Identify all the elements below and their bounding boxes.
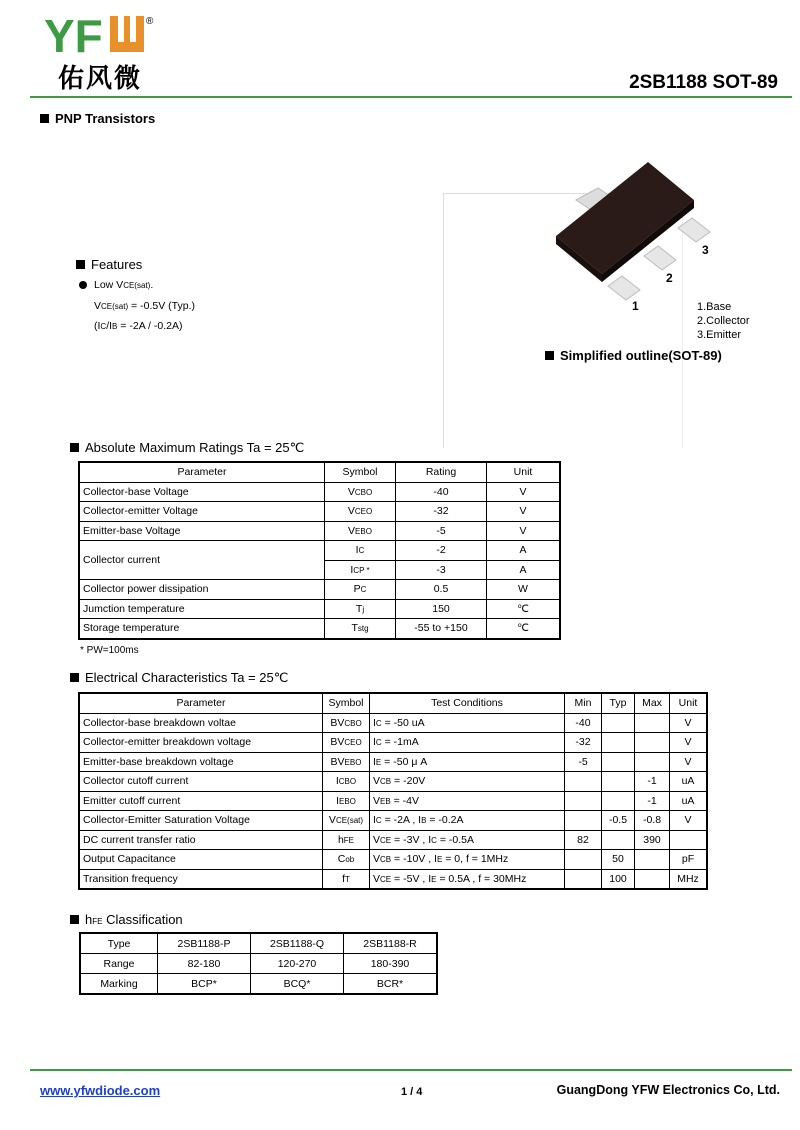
cell-unit: ℃ <box>487 619 561 639</box>
cell-typ <box>602 752 635 772</box>
feature-item-2: VCE(sat) = -0.5V (Typ.) <box>94 300 195 312</box>
abs-max-heading <box>70 440 304 456</box>
cell-unit: V <box>670 811 708 831</box>
header-parameter: Parameter <box>79 693 323 713</box>
cell-max <box>635 752 670 772</box>
cell-min <box>565 791 602 811</box>
electrical-heading <box>70 670 288 686</box>
table-row <box>79 772 707 792</box>
pin-legend-1: 1.Base <box>697 301 732 313</box>
cell-parameter: Emitter-base breakdown voltage <box>79 752 323 772</box>
table-row <box>79 850 707 870</box>
cell-symbol: IC <box>325 541 396 561</box>
package-frame-lower <box>443 424 683 448</box>
cell-symbol: VCE(sat) <box>323 811 370 831</box>
cell-value: 2SB1188-Q <box>251 933 344 954</box>
cell-unit: V <box>670 733 708 753</box>
cell-value: BCP* <box>158 974 251 995</box>
registered-mark: ® <box>146 16 154 27</box>
table-row <box>79 869 707 889</box>
table-row <box>79 599 560 619</box>
cell-typ <box>602 791 635 811</box>
cell-rating: -2 <box>396 541 487 561</box>
cell-rating: -40 <box>396 482 487 502</box>
cell-value: 120-270 <box>251 954 344 974</box>
cell-row-label: Range <box>80 954 158 974</box>
logo-letters-yf: YF <box>44 12 103 58</box>
cell-unit: V <box>670 713 708 733</box>
cell-typ <box>602 830 635 850</box>
cell-min <box>565 772 602 792</box>
header-unit: Unit <box>487 462 561 482</box>
cell-max: 390 <box>635 830 670 850</box>
cell-unit: W <box>487 580 561 600</box>
cell-typ: -0.5 <box>602 811 635 831</box>
cell-parameter: Collector-base breakdown voltae <box>79 713 323 733</box>
cell-typ <box>602 733 635 753</box>
cell-min: -5 <box>565 752 602 772</box>
cell-symbol: VCEO <box>325 502 396 522</box>
cell-unit <box>670 830 708 850</box>
cell-min <box>565 869 602 889</box>
cell-symbol: Tstg <box>325 619 396 639</box>
header-min: Min <box>565 693 602 713</box>
cell-rating: 0.5 <box>396 580 487 600</box>
cell-typ <box>602 772 635 792</box>
features-heading-text: Features <box>91 257 143 272</box>
cell-max: -0.8 <box>635 811 670 831</box>
cell-max: -1 <box>635 772 670 792</box>
cell-test-conditions: VEB = -4V <box>370 791 565 811</box>
cell-unit: ℃ <box>487 599 561 619</box>
table-row <box>80 954 437 974</box>
cell-symbol: fT <box>323 869 370 889</box>
cell-symbol: hFE <box>323 830 370 850</box>
cell-symbol: VEBO <box>325 521 396 541</box>
table-row <box>79 619 560 639</box>
cell-unit: uA <box>670 772 708 792</box>
cell-parameter: Collector-emitter breakdown voltage <box>79 733 323 753</box>
cell-parameter: Collector-Emitter Saturation Voltage <box>79 811 323 831</box>
cell-unit: A <box>487 541 561 561</box>
table-row <box>80 974 437 995</box>
cell-symbol: PC <box>325 580 396 600</box>
cell-parameter: Emitter-base Voltage <box>79 521 325 541</box>
cell-symbol: BVCBO <box>323 713 370 733</box>
table-row <box>79 580 560 600</box>
cell-max <box>635 869 670 889</box>
cell-min: -32 <box>565 733 602 753</box>
cell-unit: V <box>487 521 561 541</box>
cell-symbol: ICBO <box>323 772 370 792</box>
logo-w-block <box>110 16 144 52</box>
cell-symbol: BVCEO <box>323 733 370 753</box>
table-row <box>79 713 707 733</box>
cell-unit: pF <box>670 850 708 870</box>
table-row <box>79 482 560 502</box>
cell-symbol: BVEBO <box>323 752 370 772</box>
header-parameter: Parameter <box>79 462 325 482</box>
table-row <box>79 521 560 541</box>
cell-parameter: Collector cutoff current <box>79 772 323 792</box>
pin-3 <box>678 218 710 242</box>
header-rating: Rating <box>396 462 487 482</box>
cell-value: 82-180 <box>158 954 251 974</box>
cell-min <box>565 811 602 831</box>
cell-symbol: IEBO <box>323 791 370 811</box>
cell-parameter: DC current transfer ratio <box>79 830 323 850</box>
hfe-heading: hFE Classification <box>70 912 183 927</box>
cell-symbol: Cob <box>323 850 370 870</box>
cell-parameter: Collector-base Voltage <box>79 482 325 502</box>
cell-max <box>635 733 670 753</box>
header-typ: Typ <box>602 693 635 713</box>
cell-test-conditions: VCE = -3V , IC = -0.5A <box>370 830 565 850</box>
product-category <box>40 111 155 126</box>
hfe-classification-table <box>79 932 438 995</box>
cell-parameter: Collector power dissipation <box>79 580 325 600</box>
table-header-row <box>79 462 560 482</box>
cell-typ <box>602 713 635 733</box>
cell-test-conditions: IE = -50 μ A <box>370 752 565 772</box>
cell-parameter: Output Capacitance <box>79 850 323 870</box>
pin-number-2: 2 <box>666 271 673 285</box>
cell-min <box>565 850 602 870</box>
cell-test-conditions: IC = -50 uA <box>370 713 565 733</box>
cell-value: BCQ* <box>251 974 344 995</box>
cell-value: 180-390 <box>344 954 438 974</box>
website-link[interactable]: www.yfwdiode.com <box>40 1083 161 1098</box>
cell-unit: V <box>670 752 708 772</box>
pin-number-3: 3 <box>702 243 709 257</box>
cell-rating: -3 <box>396 560 487 580</box>
abs-max-heading-text: Absolute Maximum Ratings Ta = 25℃ <box>85 440 305 455</box>
pin-number-1: 1 <box>632 299 639 313</box>
pin-legend-3: 3.Emitter <box>697 329 742 341</box>
table-row <box>79 733 707 753</box>
cell-unit: V <box>487 482 561 502</box>
cell-max: -1 <box>635 791 670 811</box>
sot89-package-illustration <box>548 158 718 318</box>
outline-caption-text: Simplified outline(SOT-89) <box>560 348 722 363</box>
cell-row-label: Marking <box>80 974 158 995</box>
cell-parameter: Jumction temperature <box>79 599 325 619</box>
cell-value: 2SB1188-P <box>158 933 251 954</box>
pin-legend <box>697 300 750 342</box>
company-logo <box>44 12 156 58</box>
cell-row-label: Type <box>80 933 158 954</box>
pin-legend-2: 2.Collector <box>697 315 750 327</box>
table-row <box>79 541 560 561</box>
cell-parameter: Emitter cutoff current <box>79 791 323 811</box>
cell-test-conditions: VCB = -20V <box>370 772 565 792</box>
cell-parameter: Collector-emitter Voltage <box>79 502 325 522</box>
cell-value: 2SB1188-R <box>344 933 438 954</box>
abs-max-table <box>78 461 561 640</box>
cell-parameter: Storage temperature <box>79 619 325 639</box>
electrical-table <box>78 692 708 890</box>
cell-test-conditions: VCB = -10V , IE = 0, f = 1MHz <box>370 850 565 870</box>
table-row <box>79 791 707 811</box>
document-title: 2SB1188 SOT-89 <box>629 72 778 93</box>
cell-max <box>635 713 670 733</box>
company-name: GuangDong YFW Electronics Co, Ltd. <box>556 1083 780 1097</box>
table-row <box>79 811 707 831</box>
footer-divider <box>30 1069 792 1071</box>
pulse-width-note: * PW=100ms <box>80 645 139 656</box>
header-unit: Unit <box>670 693 708 713</box>
features-heading <box>76 257 142 272</box>
cell-unit: uA <box>670 791 708 811</box>
cell-rating: 150 <box>396 599 487 619</box>
table-row <box>79 502 560 522</box>
page-number: 1 / 4 <box>401 1086 423 1098</box>
header-max: Max <box>635 693 670 713</box>
cell-rating: -32 <box>396 502 487 522</box>
header-symbol: Symbol <box>325 462 396 482</box>
cell-min: -40 <box>565 713 602 733</box>
cell-rating: -5 <box>396 521 487 541</box>
cell-rating: -55 to +150 <box>396 619 487 639</box>
cell-value: BCR* <box>344 974 438 995</box>
cell-parameter: Transition frequency <box>79 869 323 889</box>
cell-test-conditions: VCE = -5V , IE = 0.5A , f = 30MHz <box>370 869 565 889</box>
outline-caption <box>545 348 722 363</box>
pin-2 <box>644 246 676 270</box>
cell-typ: 50 <box>602 850 635 870</box>
cell-unit: A <box>487 560 561 580</box>
bullet-icon <box>79 281 87 289</box>
pin-1 <box>608 276 640 300</box>
electrical-heading-text: Electrical Characteristics Ta = 25℃ <box>85 670 289 685</box>
cell-min: 82 <box>565 830 602 850</box>
table-row <box>79 830 707 850</box>
table-row <box>80 933 437 954</box>
cell-symbol: Tj <box>325 599 396 619</box>
table-header-row <box>79 693 707 713</box>
header-test-conditions: Test Conditions <box>370 693 565 713</box>
cell-unit: MHz <box>670 869 708 889</box>
header-divider <box>30 96 792 98</box>
feature-item-3: (IC/IB = -2A / -0.2A) <box>94 320 183 332</box>
logo-chinese-name: 佑风微 <box>58 64 143 94</box>
cell-unit: V <box>487 502 561 522</box>
table-row <box>79 752 707 772</box>
feature-item-1: Low VCE(sat). <box>79 279 153 291</box>
cell-symbol: ICP * <box>325 560 396 580</box>
cell-test-conditions: IC = -2A , IB = -0.2A <box>370 811 565 831</box>
cell-symbol: VCBO <box>325 482 396 502</box>
cell-typ: 100 <box>602 869 635 889</box>
cell-parameter: Collector current <box>79 541 325 580</box>
cell-test-conditions: IC = -1mA <box>370 733 565 753</box>
category-label: PNP Transistors <box>55 111 156 126</box>
header-symbol: Symbol <box>323 693 370 713</box>
cell-max <box>635 850 670 870</box>
